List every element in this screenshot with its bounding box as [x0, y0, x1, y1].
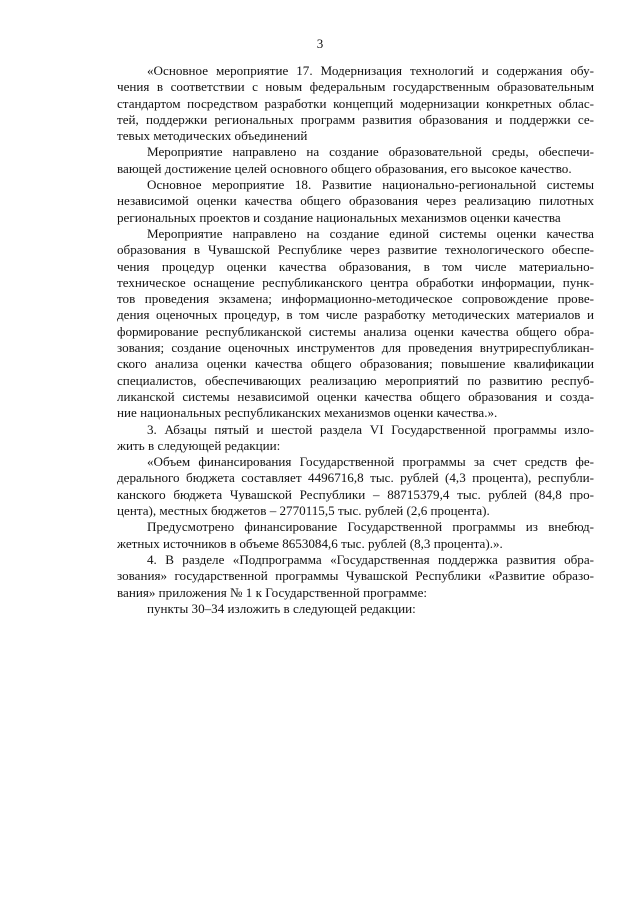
- text-line: техническое оснащение республиканского центра обработки информации, пунк-: [117, 274, 594, 290]
- text-line: жетных источников в объеме 8653084,6 тыс. рублей (8,3 процента).».: [117, 535, 503, 551]
- text-line: зования» государственной программы Чувашской Республики «Развитие образо-: [117, 568, 594, 584]
- paragraph-extrabudgetary: [117, 519, 594, 552]
- text-line: чения в соответствии с новым федеральным государственным образовательным: [117, 79, 594, 95]
- text-line: цента), местных бюджетов – 2770115,5 тыс. рублей (2,6 процента).: [117, 503, 490, 519]
- paragraph-item-3: [117, 422, 594, 455]
- text-line: дерального бюджета составляет 4496716,8 тыс. рублей (4,3 процента), республи-: [117, 470, 594, 486]
- text-line: независимой оценки качества общего образования через реализацию пилотных: [117, 193, 594, 209]
- text-line: тей, поддержки региональных программ развития образования и поддержки се-: [117, 111, 594, 127]
- text-line: чения процедур оценки качества образования, в том числе материально-: [117, 258, 594, 274]
- text-line: ского анализа оценки качества общего образования; повышение квалификации: [117, 356, 594, 372]
- paragraph-measure-18: [117, 177, 594, 226]
- text-line: жить в следующей редакции:: [117, 437, 281, 453]
- text-line: вания» приложения № 1 к Государственной программе:: [117, 584, 428, 600]
- text-line: пункты 30–34 изложить в следующей редакции:: [147, 600, 416, 616]
- text-line: стандартом посредством разработки концепций модернизации конкретных облас-: [117, 95, 594, 111]
- text-line: образования в Чувашской Республике через развитие технологического обеспе-: [117, 242, 594, 258]
- text-line: дения оценочных процедур, в том числе разработку методических материалов и: [117, 307, 594, 323]
- text-line: Основное мероприятие 18. Развитие национально-региональной системы: [147, 177, 594, 193]
- text-line: 4. В разделе «Подпрограмма «Государственная поддержка развития обра-: [147, 551, 594, 567]
- text-line: вающей достижение целей основного общего образования, его высокое качество.: [117, 160, 572, 176]
- paragraph-funding-volume: [117, 454, 594, 519]
- text-line: зования; создание оценочных инструментов для проведения внутриреспубликан-: [117, 340, 594, 356]
- text-line: ние национальных республиканских механизмов оценки качества.».: [117, 405, 498, 421]
- paragraph-points-30-34: [117, 601, 594, 617]
- text-line: ликанской системы независимой оценки качества общего образования и созда-: [117, 388, 594, 404]
- paragraph-item-4: [117, 552, 594, 601]
- text-line: региональных проектов и создание национальных механизмов оценки качества: [117, 209, 561, 225]
- page-number: 3: [316, 36, 324, 51]
- text-line: Мероприятие направлено на создание единой системы оценки качества: [147, 225, 594, 241]
- paragraph-measure-17-aim: [117, 144, 594, 177]
- text-line: специалистов, обеспечивающих реализацию мероприятий по развитию респуб-: [117, 372, 594, 388]
- text-line: Мероприятие направлено на создание образовательной среды, обеспечи-: [147, 144, 594, 160]
- paragraph-measure-17: [117, 63, 594, 144]
- document-body: [117, 63, 594, 617]
- text-line: «Основное мероприятие 17. Модернизация технологий и содержания обу-: [147, 63, 594, 78]
- text-line: канского бюджета Чувашской Республики – 88715379,4 тыс. рублей (84,8 про-: [117, 486, 594, 502]
- text-line: формирование республиканской системы анализа оценки качества общего обра-: [117, 323, 594, 339]
- text-line: тевых методических объединений: [117, 128, 308, 144]
- text-line: «Объем финансирования Государственной программы за счет средств фе-: [147, 454, 594, 470]
- text-line: тов проведения экзамена; информационно-методическое сопровождение прове-: [117, 291, 594, 307]
- paragraph-measure-18-aim: [117, 226, 594, 422]
- text-line: 3. Абзацы пятый и шестой раздела VI Государственной программы изло-: [147, 421, 594, 437]
- text-line: Предусмотрено финансирование Государственной программы из внебюд-: [147, 519, 594, 535]
